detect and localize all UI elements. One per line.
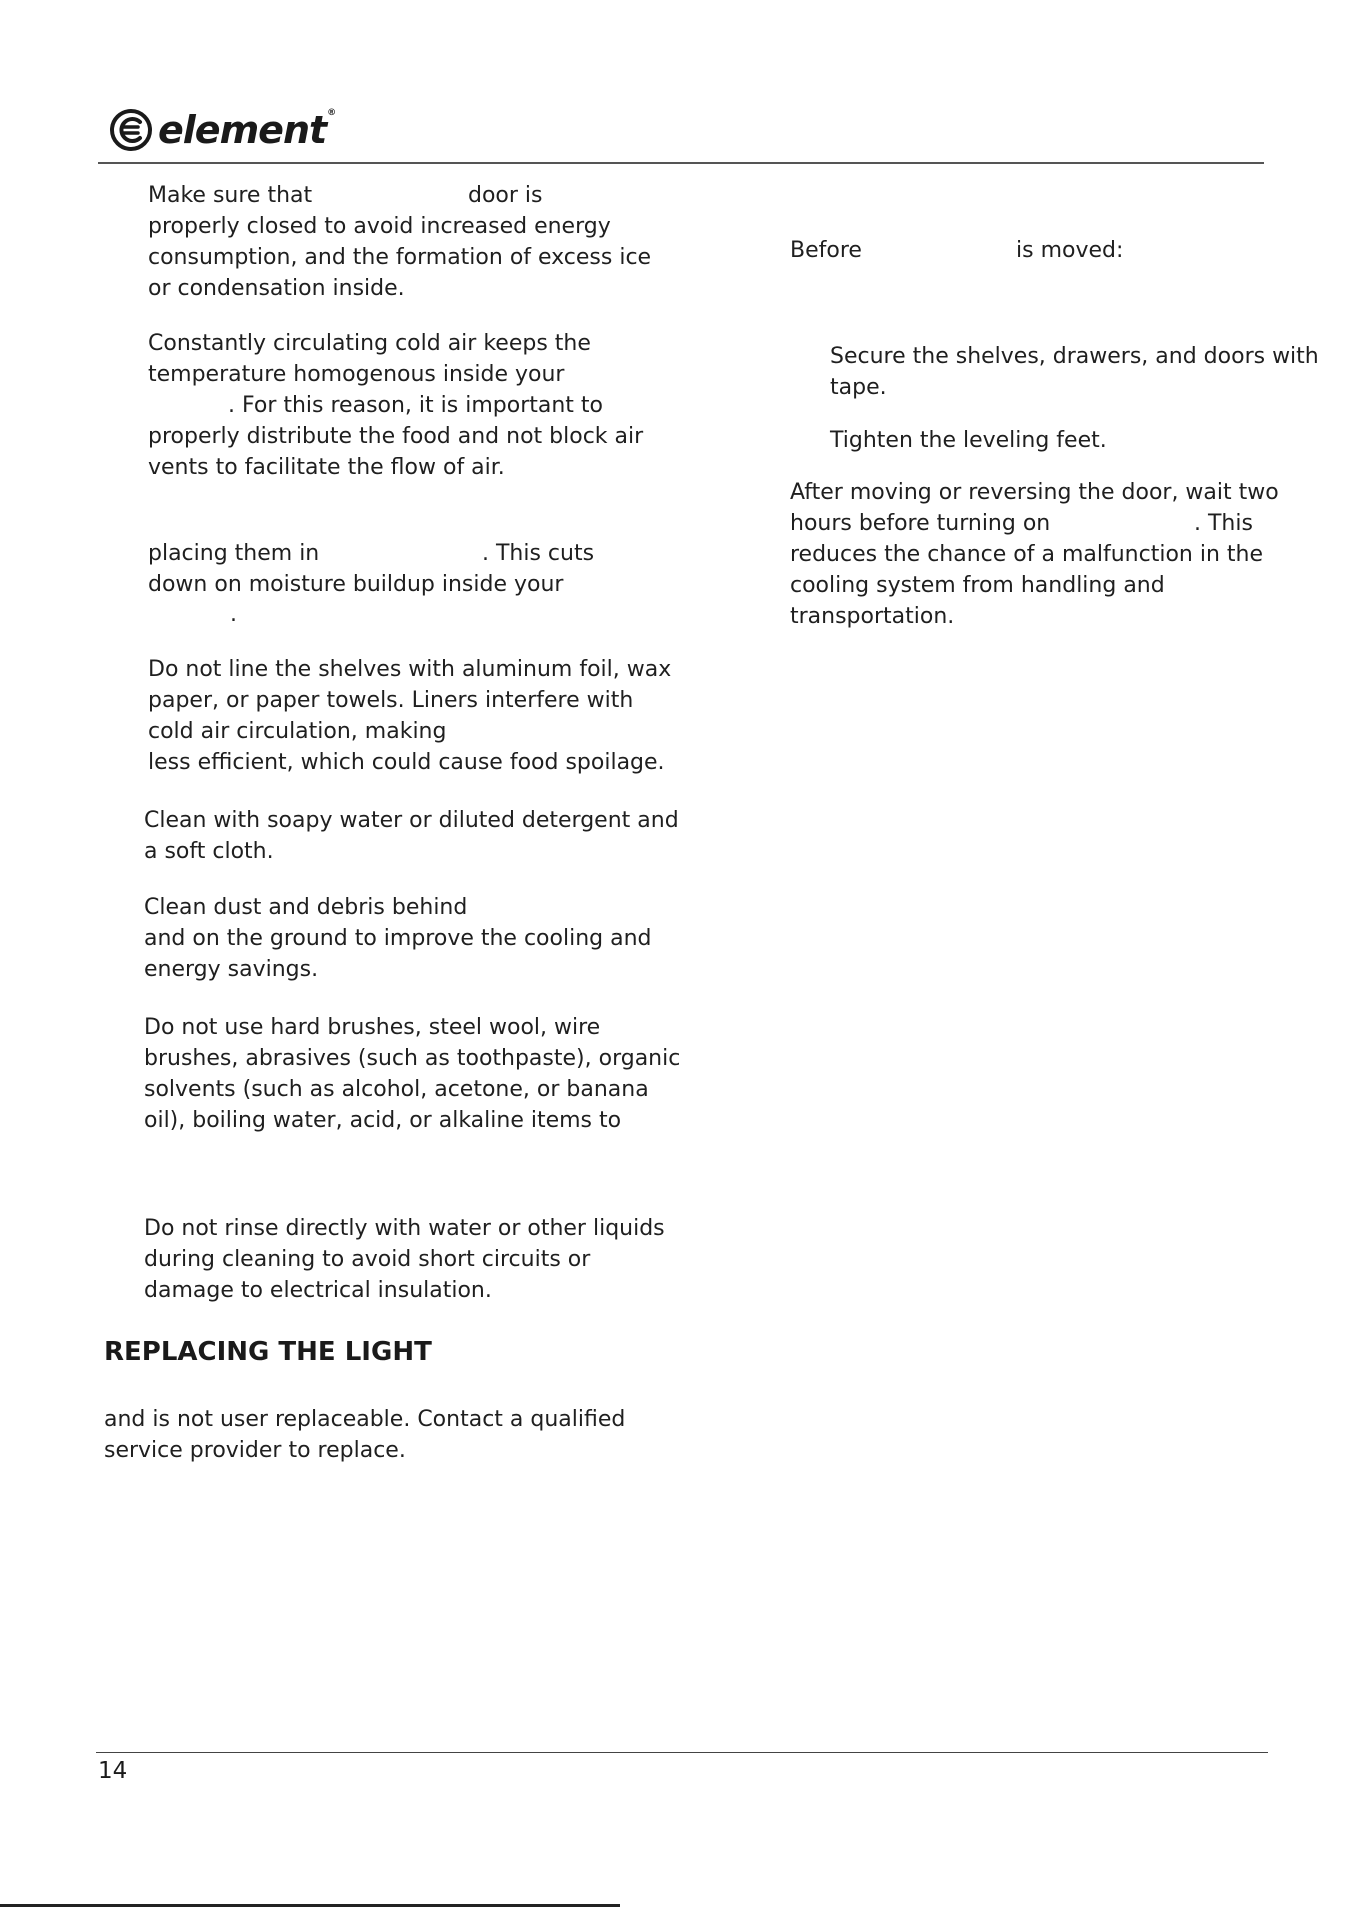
- section-heading-replacing-light: REPLACING THE LIGHT: [104, 1337, 432, 1367]
- brand-logo: [108, 104, 335, 156]
- footer-rule: [96, 1752, 1268, 1753]
- header-rule: [98, 162, 1264, 164]
- element-logo-icon: [108, 107, 154, 153]
- bottom-edge-line: [0, 1904, 620, 1907]
- page-number: 14: [98, 1758, 128, 1784]
- brand-name: element®: [158, 108, 336, 152]
